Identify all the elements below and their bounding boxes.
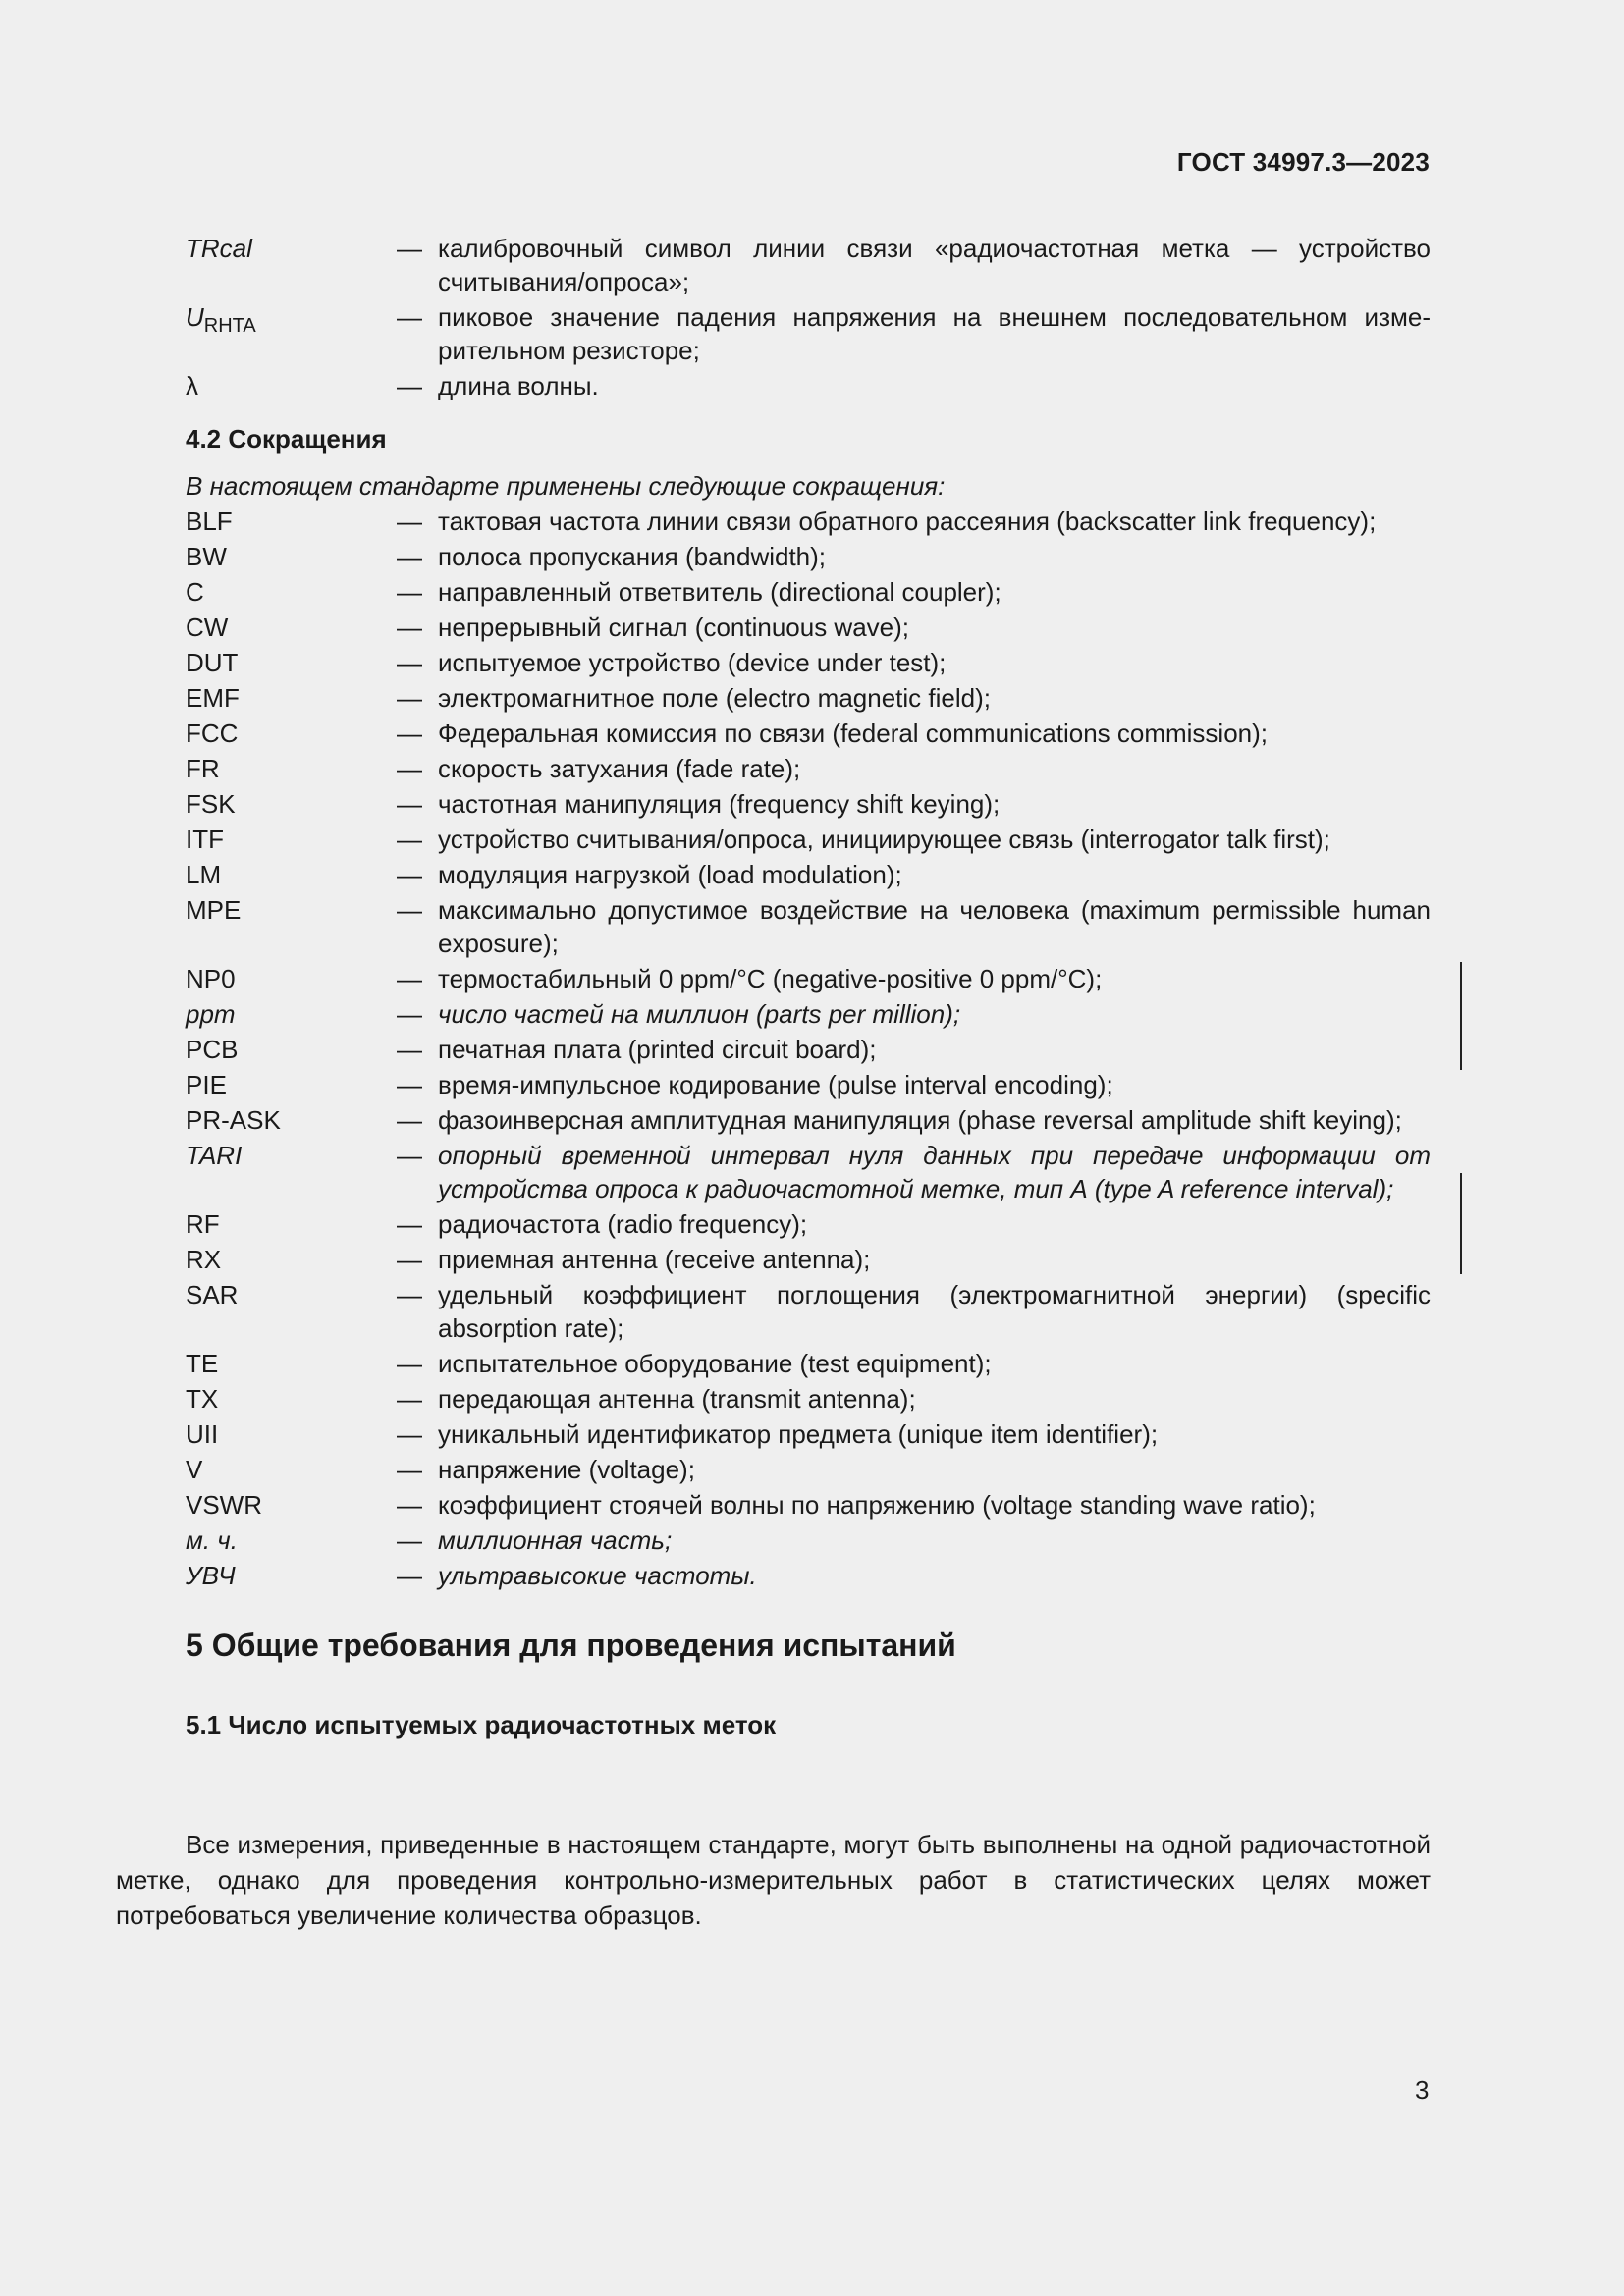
definition-dash: —: [397, 825, 422, 854]
definition-dash: —: [397, 1349, 422, 1378]
definition-text: уникальный идентификатор предмета (unique item identifier);: [438, 1419, 1159, 1449]
definition-dash: —: [397, 1209, 422, 1239]
definition-row: [186, 858, 1431, 891]
definition-dash: —: [397, 371, 422, 400]
definition-row: [186, 752, 1431, 785]
document-body: [186, 232, 1431, 1759]
definition-term: УВЧ: [186, 1561, 236, 1590]
abbreviations-intro: В настоящем стандарте применены следующие сокращения:: [186, 471, 946, 501]
definition-text: термостабильный 0 ppm/°C (negative-positive 0 ppm/°C);: [438, 964, 1103, 993]
abbreviations-list: [186, 505, 1431, 1592]
definition-term: TARI: [186, 1141, 243, 1170]
definition-text: устройство считывания/опроса, инициирующее связь (interrogator talk first);: [438, 825, 1330, 854]
definition-term: TX: [186, 1384, 219, 1414]
definition-text: опорный временной интервал нуля данных при передаче информации от устройства опроса к радиочастотной метке, тип А (type A reference interval);: [438, 1141, 1431, 1203]
definition-term: ppm: [186, 999, 236, 1029]
definition-dash: —: [397, 860, 422, 889]
definition-term: TE: [186, 1349, 219, 1378]
definition-row: [186, 1243, 1431, 1276]
definition-dash: —: [397, 234, 422, 263]
definition-dash: —: [397, 1490, 422, 1520]
definition-text: число частей на миллион (parts per million);: [438, 999, 961, 1029]
definition-text: приемная антенна (receive antenna);: [438, 1245, 871, 1274]
definition-dash: —: [397, 895, 422, 925]
definition-term: FR: [186, 754, 220, 783]
definition-term: RX: [186, 1245, 222, 1274]
section-title-5-1: 5.1 Число испытуемых радиочастотных меток: [186, 1710, 777, 1739]
definition-row: [186, 1523, 1431, 1557]
definition-text: полоса пропускания (bandwidth);: [438, 542, 827, 571]
definition-dash: —: [397, 719, 422, 748]
definition-text: напряжение (voltage);: [438, 1455, 695, 1484]
definition-text: направленный ответвитель (directional coupler);: [438, 577, 1001, 607]
definition-term: UII: [186, 1419, 219, 1449]
definition-term: LM: [186, 860, 222, 889]
definition-dash: —: [397, 1105, 422, 1135]
definition-term: V: [186, 1455, 203, 1484]
definition-dash: —: [397, 1561, 422, 1590]
definition-row: [186, 369, 1431, 402]
definition-dash: —: [397, 1419, 422, 1449]
change-bar: [1460, 1173, 1462, 1274]
definition-row: [186, 1488, 1431, 1522]
definition-term: C: [186, 577, 204, 607]
definition-text: ультравысокие частоты.: [438, 1561, 757, 1590]
definition-row: [186, 611, 1431, 644]
definition-row: [186, 300, 1431, 367]
definition-row: [186, 232, 1431, 298]
definition-text: скорость затухания (fade rate);: [438, 754, 801, 783]
definition-term: PR-ASK: [186, 1105, 281, 1135]
definition-row: [186, 823, 1431, 856]
definition-text: калибровочный символ линии связи «радиочастотная метка — устройство считывания/опроса»;: [438, 234, 1431, 296]
definition-term: EMF: [186, 683, 240, 713]
section-title-4-2: 4.2 Сокращения: [186, 424, 387, 454]
symbols-list: [186, 232, 1431, 402]
definition-row: [186, 1382, 1431, 1415]
definition-dash: —: [397, 999, 422, 1029]
definition-text: тактовая частота линии связи обратного рассеяния (backscatter link frequency);: [438, 507, 1377, 536]
definition-dash: —: [397, 613, 422, 642]
definition-term: λ: [186, 371, 198, 400]
definition-text: радиочастота (radio frequency);: [438, 1209, 808, 1239]
definition-dash: —: [397, 1455, 422, 1484]
change-bar: [1460, 962, 1462, 1070]
definition-term: ITF: [186, 825, 224, 854]
definition-term: CW: [186, 613, 229, 642]
definition-text: миллионная часть;: [438, 1525, 673, 1555]
definition-row: [186, 1139, 1431, 1205]
definition-dash: —: [397, 1384, 422, 1414]
definition-row: [186, 1347, 1431, 1380]
definition-row: [186, 1559, 1431, 1592]
definition-dash: —: [397, 1141, 422, 1170]
definition-text: максимально допустимое воздействие на человека (maximum permissible human exposure);: [438, 895, 1431, 958]
definition-text: непрерывный сигнал (continuous wave);: [438, 613, 910, 642]
term-subscript: RHTA: [203, 315, 256, 337]
definition-term: NP0: [186, 964, 236, 993]
definition-row: [186, 1417, 1431, 1451]
definition-term: PIE: [186, 1070, 227, 1099]
definition-dash: —: [397, 542, 422, 571]
definition-row: [186, 1033, 1431, 1066]
definition-dash: —: [397, 789, 422, 819]
definition-dash: —: [397, 1070, 422, 1099]
definition-row: [186, 893, 1431, 960]
definition-row: [186, 1278, 1431, 1345]
definition-text: удельный коэффициент поглощения (электромагнитной энергии) (specific absorption rate);: [438, 1280, 1431, 1343]
definition-text: электромагнитное поле (electro magnetic field);: [438, 683, 991, 713]
definition-row: [186, 1207, 1431, 1241]
definition-term: MPE: [186, 895, 242, 925]
definition-text: фазоинверсная амплитудная манипуляция (phase reversal amplitude shift keying);: [438, 1105, 1402, 1135]
definition-text: частотная манипуляция (frequency shift keying);: [438, 789, 1001, 819]
definition-text: время-импульсное кодирование (pulse interval encoding);: [438, 1070, 1113, 1099]
definition-text: коэффициент стоячей волны по напряжению (voltage standing wave ratio);: [438, 1490, 1316, 1520]
definition-dash: —: [397, 1280, 422, 1309]
definition-text: испытуемое устройство (device under test);: [438, 648, 947, 677]
definition-term: DUT: [186, 648, 239, 677]
definition-row: [186, 962, 1431, 995]
definition-text: печатная плата (printed circuit board);: [438, 1035, 877, 1064]
definition-row: [186, 646, 1431, 679]
definition-row: [186, 1453, 1431, 1486]
definition-term: BLF: [186, 507, 233, 536]
definition-row: [186, 1103, 1431, 1137]
definition-row: [186, 787, 1431, 821]
definition-text: Федеральная комиссия по связи (federal communications commission);: [438, 719, 1269, 748]
definition-text: модуляция нагрузкой (load modulation);: [438, 860, 902, 889]
definition-row: [186, 1068, 1431, 1101]
definition-term: PCB: [186, 1035, 239, 1064]
definition-text: пиковое значение падения напряжения на внешнем последовательном измерительном резисторе;: [438, 302, 1431, 365]
definition-dash: —: [397, 648, 422, 677]
page-number: 3: [1415, 2075, 1430, 2105]
definition-row: [186, 540, 1431, 573]
definition-dash: —: [397, 1035, 422, 1064]
definition-row: [186, 717, 1431, 750]
definition-row: [186, 681, 1431, 715]
definition-dash: —: [397, 1525, 422, 1555]
document-header: ГОСТ 34997.3—2023: [1176, 147, 1430, 177]
definition-dash: —: [397, 683, 422, 713]
definition-text: испытательное оборудование (test equipment);: [438, 1349, 992, 1378]
definition-term: TRcal: [186, 234, 252, 263]
definition-term: $U_{RHTA}$: [186, 302, 256, 337]
definition-text: длина волны.: [438, 371, 599, 400]
definition-row: [186, 575, 1431, 609]
definition-dash: —: [397, 754, 422, 783]
definition-row: [186, 505, 1431, 538]
definition-dash: —: [397, 1245, 422, 1274]
definition-dash: —: [397, 577, 422, 607]
definition-term: м. ч.: [186, 1525, 238, 1555]
definition-dash: —: [397, 964, 422, 993]
definition-term: FCC: [186, 719, 239, 748]
definition-dash: —: [397, 302, 422, 332]
definition-term: SAR: [186, 1280, 239, 1309]
section-title-5: 5 Общие требования для проведения испытаний: [186, 1628, 956, 1663]
definition-term: FSK: [186, 789, 236, 819]
definition-row: [186, 997, 1431, 1031]
definition-dash: —: [397, 507, 422, 536]
definition-term: VSWR: [186, 1490, 262, 1520]
definition-term: BW: [186, 542, 227, 571]
definition-term: RF: [186, 1209, 220, 1239]
definition-text: передающая антенна (transmit antenna);: [438, 1384, 916, 1414]
section-5-1-paragraph: Все измерения, приведенные в настоящем стандарте, могут быть выполнены на одной радиочастотной метке, однако для проведения контрольно-измерительных работ в статистических целях может потребоваться увеличение количества образцов.: [116, 1830, 1431, 1930]
